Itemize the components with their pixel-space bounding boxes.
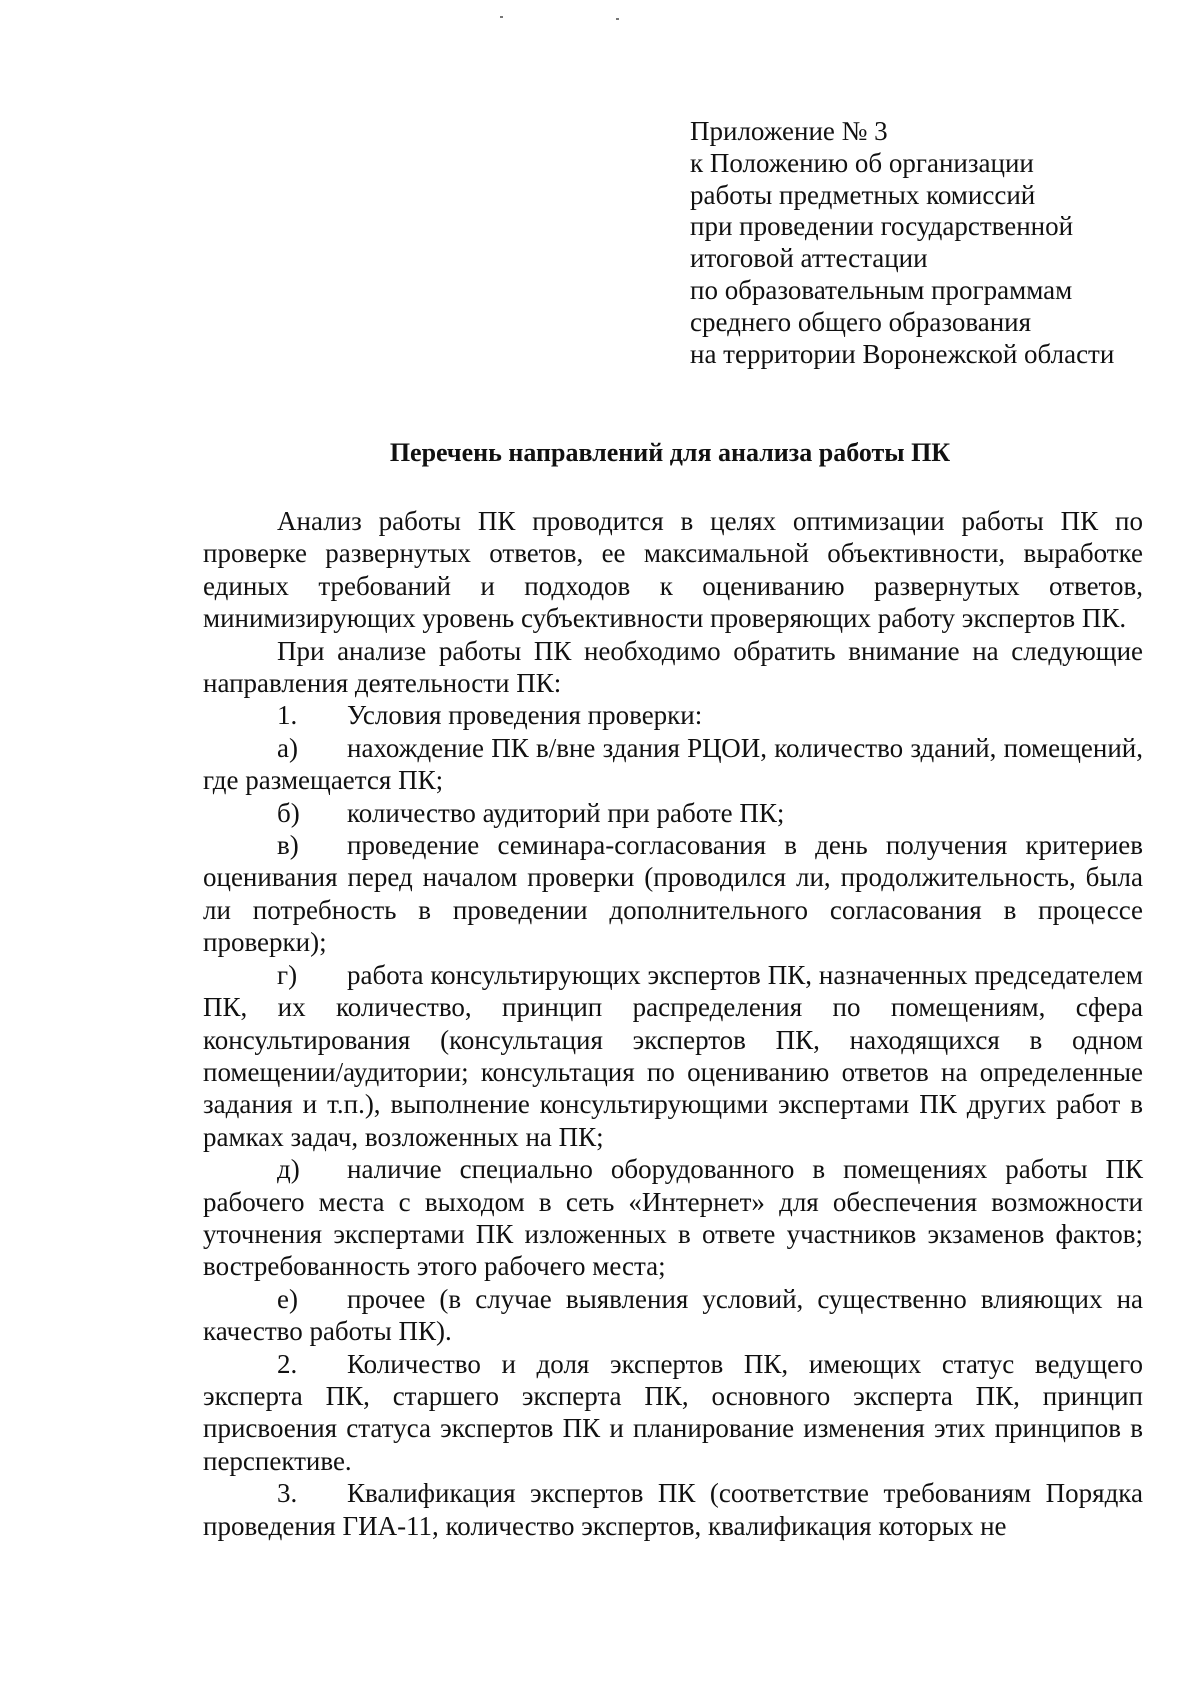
scan-specks	[500, 16, 700, 26]
item-marker: 2.	[277, 1348, 298, 1379]
item-marker: в)	[277, 830, 299, 861]
list-item	[203, 732, 1143, 797]
appendix-line: на территории Воронежской области	[690, 338, 1115, 369]
item-marker: е)	[277, 1283, 298, 1314]
list-item	[203, 1283, 1143, 1348]
appendix-line: по образовательным программам	[690, 274, 1073, 305]
appendix-line: при проведении государственной	[690, 211, 1074, 242]
item-text: наличие специально оборудованного в помещениях работы ПК рабочего места с выходом в сеть «Интернет» для обеспечения возможности уточнения экспертами ПК изложенных в ответе участников экзаменов фактов; востребованность этого рабочего места;	[203, 1154, 1143, 1282]
list-item	[203, 1153, 1143, 1283]
appendix-line: работы предметных комиссий	[690, 179, 1036, 210]
lead-paragraph: При анализе работы ПК необходимо обратить внимание на следующие направления деятельности ПК:	[203, 635, 1143, 699]
document-body	[203, 505, 1143, 1542]
list-item	[203, 829, 1143, 959]
item-marker: б)	[277, 797, 300, 828]
item-marker: д)	[277, 1154, 300, 1185]
item-text: нахождение ПК в/вне здания РЦОИ, количество зданий, помещений, где размещается ПК;	[203, 732, 1143, 796]
item-marker: 1.	[277, 700, 298, 731]
list-item	[203, 699, 1143, 731]
item-marker: 3.	[277, 1478, 298, 1509]
appendix-header	[690, 116, 1150, 370]
item-text: количество аудиторий при работе ПК;	[347, 797, 785, 828]
intro-paragraph: Анализ работы ПК проводится в целях оптимизации работы ПК по проверке развернутых ответов, ее максимальной объективности, выработке единых требований и подходов к оцениванию развернутых ответов, минимизирующих уровень субъективности проверяющих работу экспертов ПК.	[203, 506, 1143, 634]
list-item	[203, 959, 1143, 1153]
item-text: Количество и доля экспертов ПК, имеющих статус ведущего эксперта ПК, старшего эксперта ПК, основного эксперта ПК, принцип присвоения статуса экспертов ПК и планирование изменения этих принципов в перспективе.	[203, 1348, 1143, 1476]
appendix-line: среднего общего образования	[690, 306, 1032, 337]
document-title: Перечень направлений для анализа работы ПК	[389, 438, 951, 467]
item-text: Квалификация экспертов ПК (соответствие требованиям Порядка проведения ГИА-11, количество экспертов, квалификация которых не	[203, 1478, 1143, 1541]
appendix-line: итоговой аттестации	[690, 243, 928, 274]
list-item	[203, 1348, 1143, 1478]
item-text: проведение семинара-согласования в день получения критериев оценивания перед началом проверки (проводился ли, продолжительность, была ли потребность в проведении дополнительного согласования в процессе проверки);	[203, 830, 1143, 958]
appendix-line: Приложение № 3	[690, 116, 888, 146]
list-item	[203, 1477, 1143, 1542]
appendix-line: к Положению об организации	[690, 147, 1034, 178]
item-text: прочее (в случае выявления условий, существенно влияющих на качество работы ПК).	[203, 1283, 1143, 1347]
item-marker: г)	[277, 959, 298, 990]
item-text: Условия проведения проверки:	[347, 700, 703, 731]
scan-speck	[500, 16, 503, 18]
list-item	[203, 797, 1143, 829]
item-marker: а)	[277, 732, 298, 763]
scan-speck	[616, 18, 619, 20]
item-text: работа консультирующих экспертов ПК, назначенных председателем ПК, их количество, принцип распределения по помещениям, сфера консультирования (консультация экспертов ПК, находящихся в одном помещении/аудитории; консультация по оцениванию ответов на определенные задания и т.п.), выполнение консультирующими экспертами ПК других работ в рамках задач, возложенных на ПК;	[203, 959, 1143, 1152]
